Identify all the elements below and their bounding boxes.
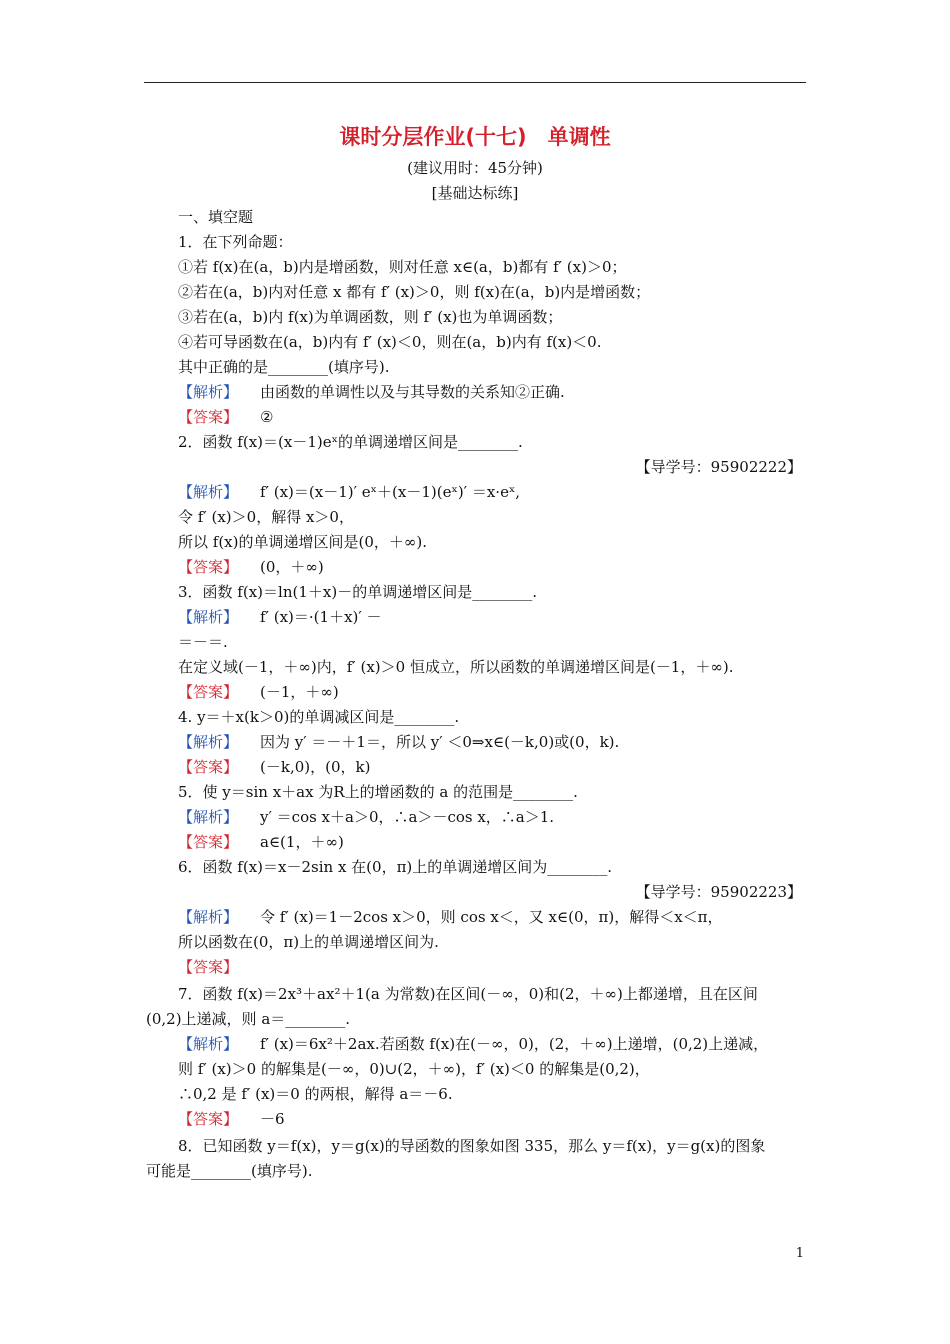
question-1-option-2: ②若在(a，b)内对任意 x 都有 f′ (x)＞0，则 f(x)在(a，b)内是增函数；: [178, 283, 651, 301]
section-heading: [基础达标练]: [431, 184, 519, 202]
question-6: 6．函数 f(x)＝x－2sin x 在(0，π)上的单调递增区间为________.: [178, 858, 613, 876]
question-5: 5．使 y＝sin x＋ax 为R上的增函数的 a 的范围是________.: [178, 783, 578, 801]
question-3: 3．函数 f(x)＝ln(1＋x)－的单调递增区间是________.: [178, 583, 537, 601]
solution-7: 【解析】 f′ (x)＝6x²＋2ax.若函数 f(x)在(－∞，0)，(2，＋∞)上递增，(0,2)上递减，: [178, 1035, 769, 1053]
suggested-time: (建议用时：45分钟): [407, 159, 543, 177]
question-8-line-2: 可能是________(填序号).: [146, 1162, 313, 1180]
question-2: 2．函数 f(x)＝(x－1)eˣ的单调递增区间是________.: [178, 433, 523, 451]
answer-tag: 【答案】: [178, 758, 239, 776]
answer-tag: 【答案】: [178, 683, 239, 701]
answer-tag: 【答案】: [178, 958, 239, 976]
solution-tag: 【解析】: [178, 808, 239, 826]
answer-2: 【答案】 (0，＋∞): [178, 558, 324, 576]
header-rule: [144, 82, 806, 83]
solution-7-line-3: ∴0,2 是 f′ (x)＝0 的两根，解得 a＝－6.: [178, 1085, 453, 1103]
page-title: 课时分层作业(十七) 单调性: [339, 125, 611, 149]
solution-4: 【解析】 因为 y′ ＝－＋1＝，所以 y′ ＜0⇒x∈(－k,0)或(0，k).: [178, 733, 620, 751]
solution-2-line-3: 所以 f(x)的单调递增区间是(0，＋∞).: [178, 533, 427, 551]
answer-6: [178, 957, 260, 977]
answer-3: 【答案】 (－1，＋∞): [178, 683, 339, 701]
answer-1: 【答案】 ②: [178, 408, 274, 426]
question-4: 4. y＝＋x(k＞0)的单调减区间是________.: [178, 708, 460, 726]
question-1-prompt: 其中正确的是________(填序号).: [178, 358, 390, 376]
answer-tag: 【答案】: [178, 833, 239, 851]
solution-2-line-2: 令 f′ (x)＞0，解得 x＞0，: [178, 508, 354, 526]
question-1-option-4: ④若可导函数在(a，b)内有 f′ (x)＜0，则在(a，b)内有 f(x)＜0.: [178, 333, 602, 351]
answer-tag: 【答案】: [178, 1110, 239, 1128]
solution-3: 【解析】 f′ (x)＝·(1＋x)′ －: [178, 608, 382, 626]
question-1-option-3: ③若在(a，b)内 f(x)为单调函数，则 f′ (x)也为单调函数；: [178, 308, 563, 326]
solution-2: 【解析】 f′ (x)＝(x－1)′ eˣ＋(x－1)(eˣ)′ ＝x·eˣ,: [178, 483, 521, 501]
question-7: 7．函数 f(x)＝2x³＋ax²＋1(a 为常数)在区间(－∞，0)和(2，＋∞)上都递增，且在区间: [178, 985, 758, 1003]
solution-3-line-3: 在定义域(－1，＋∞)内，f′ (x)＞0 恒成立，所以函数的单调递增区间是(－1，＋∞).: [178, 658, 734, 676]
question-7-line-2: (0,2)上递减，则 a＝________.: [146, 1010, 351, 1028]
solution-tag: 【解析】: [178, 733, 239, 751]
question-1: 1．在下列命题：: [178, 233, 293, 251]
question-1-option-1: ①若 f(x)在(a，b)内是增函数，则对任意 x∈(a，b)都有 f′ (x)＞0；: [178, 258, 627, 276]
solution-tag: 【解析】: [178, 1035, 239, 1053]
guide-number-2: 【导学号：95902223】: [635, 883, 802, 901]
answer-tag: 【答案】: [178, 408, 239, 426]
solution-7-line-2: 则 f′ (x)＞0 的解集是(－∞，0)∪(2，＋∞)，f′ (x)＜0 的解集是(0,2)，: [178, 1060, 650, 1078]
solution-3-line-2: ＝－＝.: [178, 633, 228, 651]
guide-number-1: 【导学号：95902222】: [635, 458, 802, 476]
solution-tag: 【解析】: [178, 908, 239, 926]
answer-4: 【答案】 (－k,0)，(0，k): [178, 758, 371, 776]
solution-tag: 【解析】: [178, 608, 239, 626]
part-heading: 一、填空题: [178, 208, 254, 226]
answer-5: 【答案】 a∈(1，＋∞): [178, 833, 344, 851]
solution-5: 【解析】 y′ ＝cos x＋a＞0，∴a＞－cos x，∴a＞1.: [178, 808, 555, 826]
question-8: 8．已知函数 y＝f(x)，y＝g(x)的导函数的图象如图 335，那么 y＝f(x)，y＝g(x)的图象: [178, 1137, 766, 1155]
solution-6: 【解析】 令 f′ (x)＝1－2cos x＞0，则 cos x＜，又 x∈(0，π)，解得＜x＜π，: [178, 908, 723, 926]
solution-tag: 【解析】: [178, 483, 239, 501]
solution-tag: 【解析】: [178, 383, 239, 401]
answer-tag: 【答案】: [178, 558, 239, 576]
solution-1: 【解析】 由函数的单调性以及与其导数的关系知②正确.: [178, 383, 565, 401]
solution-6-line-2: 所以函数在(0，π)上的单调递增区间为.: [178, 933, 439, 951]
answer-7: 【答案】 －6: [178, 1110, 285, 1128]
page-number: 1: [795, 1246, 804, 1261]
